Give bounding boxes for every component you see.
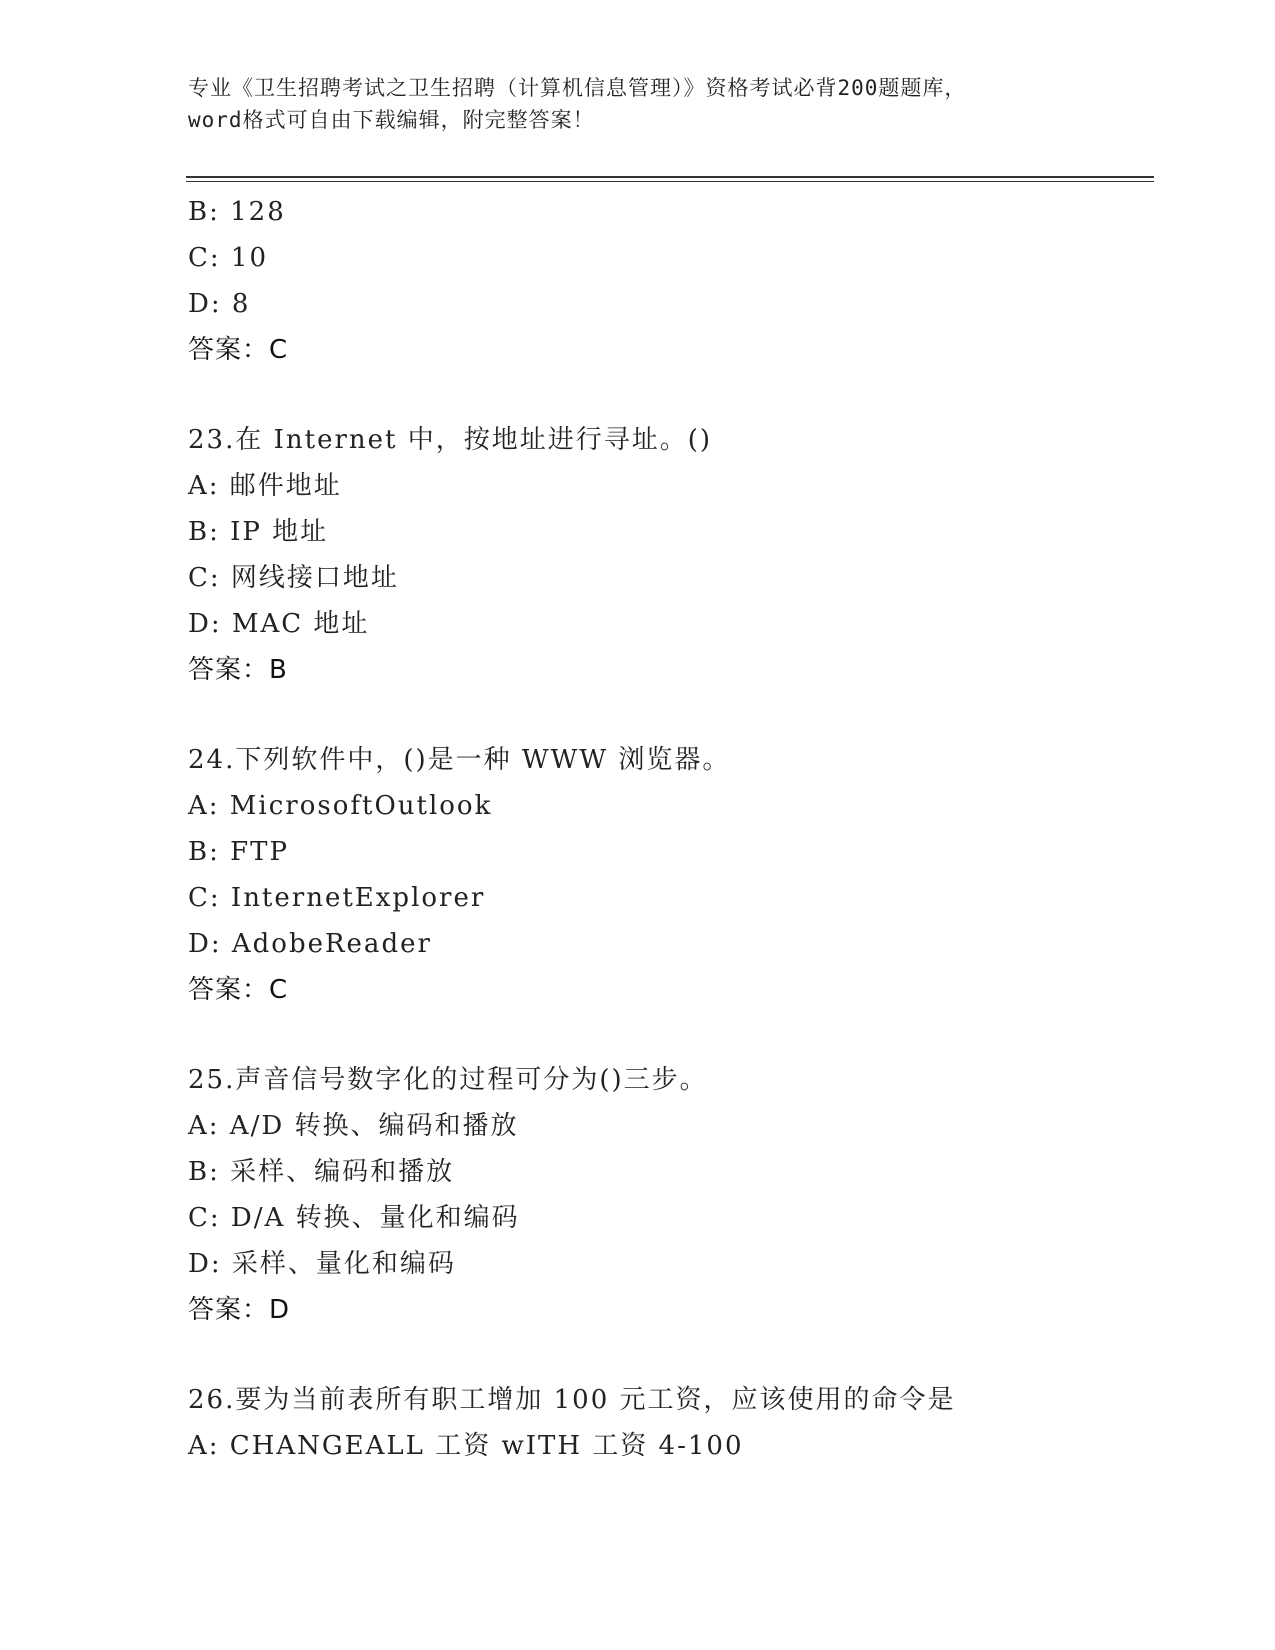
- question-26: [188, 1377, 1168, 1469]
- answer-line: 答案：B: [188, 655, 288, 685]
- option-line: D: 8: [188, 289, 251, 319]
- question-25: [188, 1057, 1168, 1333]
- option-line: C: D/A 转换、量化和编码: [188, 1203, 520, 1233]
- question-stem: 26.要为当前表所有职工增加 100 元工资，应该使用的命令是: [188, 1385, 956, 1415]
- question-list: [188, 189, 1168, 1469]
- option-line: C: 网线接口地址: [188, 563, 399, 593]
- question-stem: 23.在 Internet 中，按地址进行寻址。(): [188, 425, 713, 455]
- option-line: B: FTP: [188, 837, 290, 867]
- option-line: C: InternetExplorer: [188, 883, 486, 913]
- question-stem: 25.声音信号数字化的过程可分为()三步。: [188, 1065, 708, 1095]
- option-line: B: IP 地址: [188, 517, 329, 547]
- option-line: D: AdobeReader: [188, 929, 432, 959]
- option-line: A: CHANGEALL 工资 wITH 工资 4-100: [188, 1431, 744, 1461]
- header-title-line-2: word格式可自由下载编辑，附完整答案！: [188, 108, 595, 132]
- question-23: [188, 417, 1168, 693]
- header-divider-thin: [186, 181, 1154, 182]
- spacer: [188, 1013, 1168, 1057]
- option-line: C: 10: [188, 243, 269, 273]
- spacer: [188, 1333, 1168, 1377]
- answer-line: 答案：C: [188, 975, 289, 1005]
- question-stem: 24.下列软件中，()是一种 WWW 浏览器。: [188, 745, 731, 775]
- option-line: D: MAC 地址: [188, 609, 370, 639]
- option-line: A: A/D 转换、编码和播放: [188, 1111, 519, 1141]
- answer-line: 答案：C: [188, 335, 289, 365]
- option-line: A: 邮件地址: [188, 471, 342, 501]
- spacer: [188, 693, 1168, 737]
- spacer: [188, 373, 1168, 417]
- document-header: [188, 72, 1108, 136]
- header-title-line-1: 专业《卫生招聘考试之卫生招聘（计算机信息管理）》资格考试必背200题题库，: [188, 76, 967, 100]
- option-line: A: MicrosoftOutlook: [188, 791, 493, 821]
- question-22-continued: [188, 189, 1168, 373]
- option-line: D: 采样、量化和编码: [188, 1249, 456, 1279]
- option-line: B: 128: [188, 197, 286, 227]
- header-divider-thick: [186, 176, 1154, 178]
- question-24: [188, 737, 1168, 1013]
- option-line: B: 采样、编码和播放: [188, 1157, 455, 1187]
- answer-line: 答案：D: [188, 1295, 291, 1325]
